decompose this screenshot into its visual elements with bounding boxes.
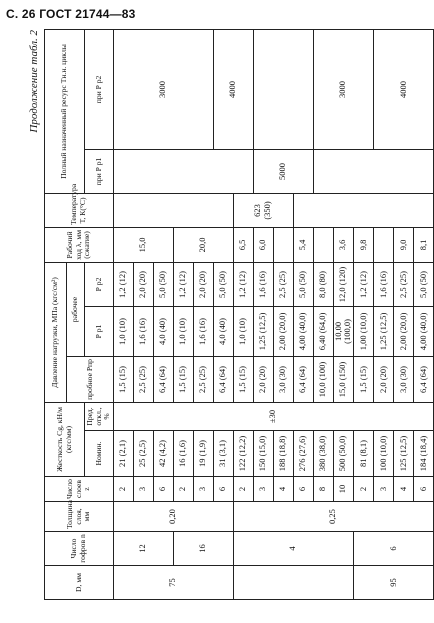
- cell-temperature: [233, 193, 293, 227]
- cell-stroke: [313, 227, 333, 262]
- header-resource-p2: при Р р2: [85, 29, 114, 149]
- cell-stroke: [374, 227, 394, 262]
- cell-p2: 1,6 (16): [374, 262, 394, 306]
- cell-p2: 8,0 (80): [313, 262, 333, 306]
- temperature-value: 623: [252, 204, 263, 217]
- cell-p2: 5,0 (50): [153, 262, 173, 306]
- header-stiffness-dev: Пред. откл., %: [85, 402, 114, 430]
- cell-layers: 3: [253, 477, 273, 502]
- header-resource: Полный назначенный ресурс Тн.н. циклы: [45, 29, 85, 193]
- cell-pressure-test: 3,0 (30): [394, 356, 414, 402]
- cell-p2: 1,2 (12): [354, 262, 374, 306]
- cell-resource-p2: 3000: [313, 29, 374, 149]
- cell-p1: 2,00 (20,0): [394, 306, 414, 356]
- page-header: С. 26 ГОСТ 21744—83: [6, 7, 136, 21]
- cell-p1: 1,00 (10,0): [354, 306, 374, 356]
- cell-corrugations: 4: [233, 532, 354, 566]
- header-corrugations: Число гофров n: [45, 532, 114, 566]
- cell-stiffness-dev: ±30: [113, 402, 434, 430]
- cell-p2: 5,0 (50): [213, 262, 233, 306]
- header-stroke: Рабочий ход λ, мм (сжатие): [45, 227, 114, 262]
- rotated-table-block: [24, 30, 428, 600]
- cell-pressure-test: 2,0 (20): [374, 356, 394, 402]
- cell-pressure-test: 3,0 (30): [273, 356, 293, 402]
- cell-layers: 4: [273, 477, 293, 502]
- cell-d: 95: [354, 566, 434, 600]
- cell-pressure-test: 2,5 (25): [133, 356, 153, 402]
- cell-resource-p1: 5000: [253, 149, 313, 193]
- cell-layers: 10: [333, 477, 354, 502]
- cell-pressure-test: 1,5 (15): [233, 356, 253, 402]
- cell-stiffness-nom: 19 (1,9): [193, 431, 213, 477]
- cell-resource-p1: [313, 149, 434, 193]
- cell-corrugations: 6: [354, 532, 434, 566]
- cell-stiffness-nom: 188 (18,8): [273, 431, 293, 477]
- cell-p2: 5,0 (50): [414, 262, 434, 306]
- cell-corrugations: 12: [113, 532, 173, 566]
- cell-p2: 2,0 (20): [193, 262, 213, 306]
- cell-temperature: [293, 193, 434, 227]
- cell-stroke: 15,0: [113, 227, 173, 262]
- cell-stiffness-nom: 100 (10,0): [374, 431, 394, 477]
- cell-p2: 5,0 (50): [293, 262, 313, 306]
- cell-stroke: 3,6: [333, 227, 354, 262]
- cell-p1: 6,40 (64,0): [313, 306, 333, 356]
- cell-stiffness-nom: 500 (50,0): [333, 431, 354, 477]
- header-stiffness-nom: Номин.: [85, 431, 114, 477]
- table-row: [113, 29, 133, 599]
- cell-p2: 12,0 (120): [333, 262, 354, 306]
- cell-temperature: [113, 193, 233, 227]
- cell-stiffness-nom: 122 (12,2): [233, 431, 253, 477]
- cell-p1: 4,00 (40,0): [414, 306, 434, 356]
- cell-stiffness-nom: 380 (38,0): [313, 431, 333, 477]
- cell-p1: 1,25 (12,5): [374, 306, 394, 356]
- cell-p1: 4,0 (40): [153, 306, 173, 356]
- cell-p1: 1,6 (16): [133, 306, 153, 356]
- header-temperature: Температура Т, К(°С): [45, 193, 114, 227]
- cell-resource-p2: 4000: [374, 29, 434, 149]
- cell-p1: 1,6 (16): [193, 306, 213, 356]
- header-thickness: Толщина слоя, мм: [45, 502, 114, 532]
- cell-layers: 6: [153, 477, 173, 502]
- cell-p1: 10,00 (100,0): [333, 306, 354, 356]
- cell-p2: 2,5 (25): [273, 262, 293, 306]
- cell-thickness: 0,25: [233, 502, 434, 532]
- cell-pressure-test: 6,4 (64): [213, 356, 233, 402]
- cell-stiffness-nom: 31 (3,1): [213, 431, 233, 477]
- cell-pressure-test: 2,5 (25): [193, 356, 213, 402]
- cell-p1: 1,0 (10): [113, 306, 133, 356]
- cell-stiffness-nom: 25 (2,5): [133, 431, 153, 477]
- cell-stroke: 6,5: [233, 227, 253, 262]
- cell-p1: 1,0 (10): [233, 306, 253, 356]
- cell-layers: 3: [193, 477, 213, 502]
- continuation-label: Продолжение табл. 2: [28, 30, 40, 133]
- cell-stiffness-nom: 16 (1,6): [173, 431, 193, 477]
- cell-p1: 2,00 (20,0): [273, 306, 293, 356]
- cell-p2: 1,2 (12): [173, 262, 193, 306]
- header-stiffness: Жесткость Cg, кН/м (кгс/мм): [45, 402, 85, 476]
- header-pressure-work: рабочее: [67, 262, 85, 356]
- cell-p1: 4,0 (40): [213, 306, 233, 356]
- cell-pressure-test: 2,0 (20): [253, 356, 273, 402]
- cell-stiffness-nom: 125 (12,5): [394, 431, 414, 477]
- cell-layers: 6: [293, 477, 313, 502]
- cell-pressure-test: 15,0 (150): [333, 356, 354, 402]
- header-pressure-test: пробное Рпр: [67, 356, 114, 402]
- header-pressure: Давление нагрузки, МПа (кгс/см²): [45, 262, 67, 402]
- cell-stiffness-nom: 81 (8,1): [354, 431, 374, 477]
- cell-stroke: 6,0: [253, 227, 273, 262]
- cell-resource-p2: 4000: [213, 29, 253, 149]
- cell-d: 75: [113, 566, 233, 600]
- cell-p2: 1,6 (16): [253, 262, 273, 306]
- cell-resource-p1: [113, 149, 253, 193]
- cell-corrugations: 16: [173, 532, 233, 566]
- cell-resource-p2: [253, 29, 313, 149]
- cell-stroke: 8,1: [414, 227, 434, 262]
- cell-layers: 2: [173, 477, 193, 502]
- cell-resource-p2: 3000: [113, 29, 213, 149]
- cell-p1: 1,0 (10): [173, 306, 193, 356]
- cell-layers: 3: [374, 477, 394, 502]
- cell-layers: 2: [354, 477, 374, 502]
- cell-layers: 3: [133, 477, 153, 502]
- cell-pressure-test: 6,4 (64): [153, 356, 173, 402]
- cell-stroke: 9,0: [394, 227, 414, 262]
- cell-d: [233, 566, 354, 600]
- header-layers: Число слоев z: [45, 477, 114, 502]
- header-p1: Р р1: [85, 306, 114, 356]
- cell-p2: 1,2 (12): [233, 262, 253, 306]
- cell-stroke: 20,0: [173, 227, 233, 262]
- cell-stiffness-nom: 150 (15,0): [253, 431, 273, 477]
- cell-pressure-test: 6,4 (64): [414, 356, 434, 402]
- cell-thickness: 0,20: [113, 502, 233, 532]
- cell-p1: 1,25 (12,5): [253, 306, 273, 356]
- cell-pressure-test: 1,5 (15): [113, 356, 133, 402]
- cell-layers: 8: [313, 477, 333, 502]
- cell-pressure-test: 1,5 (15): [354, 356, 374, 402]
- cell-pressure-test: 10,0 (100): [313, 356, 333, 402]
- header-d: D, мм: [45, 566, 114, 600]
- cell-p2: 2,0 (20): [133, 262, 153, 306]
- temperature-value-celsius: (350): [262, 201, 272, 220]
- cell-p2: 1,2 (12): [113, 262, 133, 306]
- spec-table: [44, 29, 434, 600]
- cell-stiffness-nom: 21 (2,1): [113, 431, 133, 477]
- cell-p1: 4,00 (40,0): [293, 306, 313, 356]
- cell-layers: 6: [414, 477, 434, 502]
- cell-p2: 2,5 (25): [394, 262, 414, 306]
- cell-pressure-test: 6,4 (64): [293, 356, 313, 402]
- cell-pressure-test: 1,5 (15): [173, 356, 193, 402]
- cell-stroke: 9,8: [354, 227, 374, 262]
- cell-layers: 2: [233, 477, 253, 502]
- cell-layers: 2: [113, 477, 133, 502]
- cell-layers: 4: [394, 477, 414, 502]
- cell-stiffness-nom: 42 (4,2): [153, 431, 173, 477]
- cell-stiffness-nom: 276 (27,6): [293, 431, 313, 477]
- cell-stroke: [273, 227, 293, 262]
- cell-layers: 6: [213, 477, 233, 502]
- header-p2: Р р2: [85, 262, 114, 306]
- cell-stiffness-nom: 184 (18,4): [414, 431, 434, 477]
- header-resource-p1: при Р р1: [85, 149, 114, 193]
- cell-stroke: 5,4: [293, 227, 313, 262]
